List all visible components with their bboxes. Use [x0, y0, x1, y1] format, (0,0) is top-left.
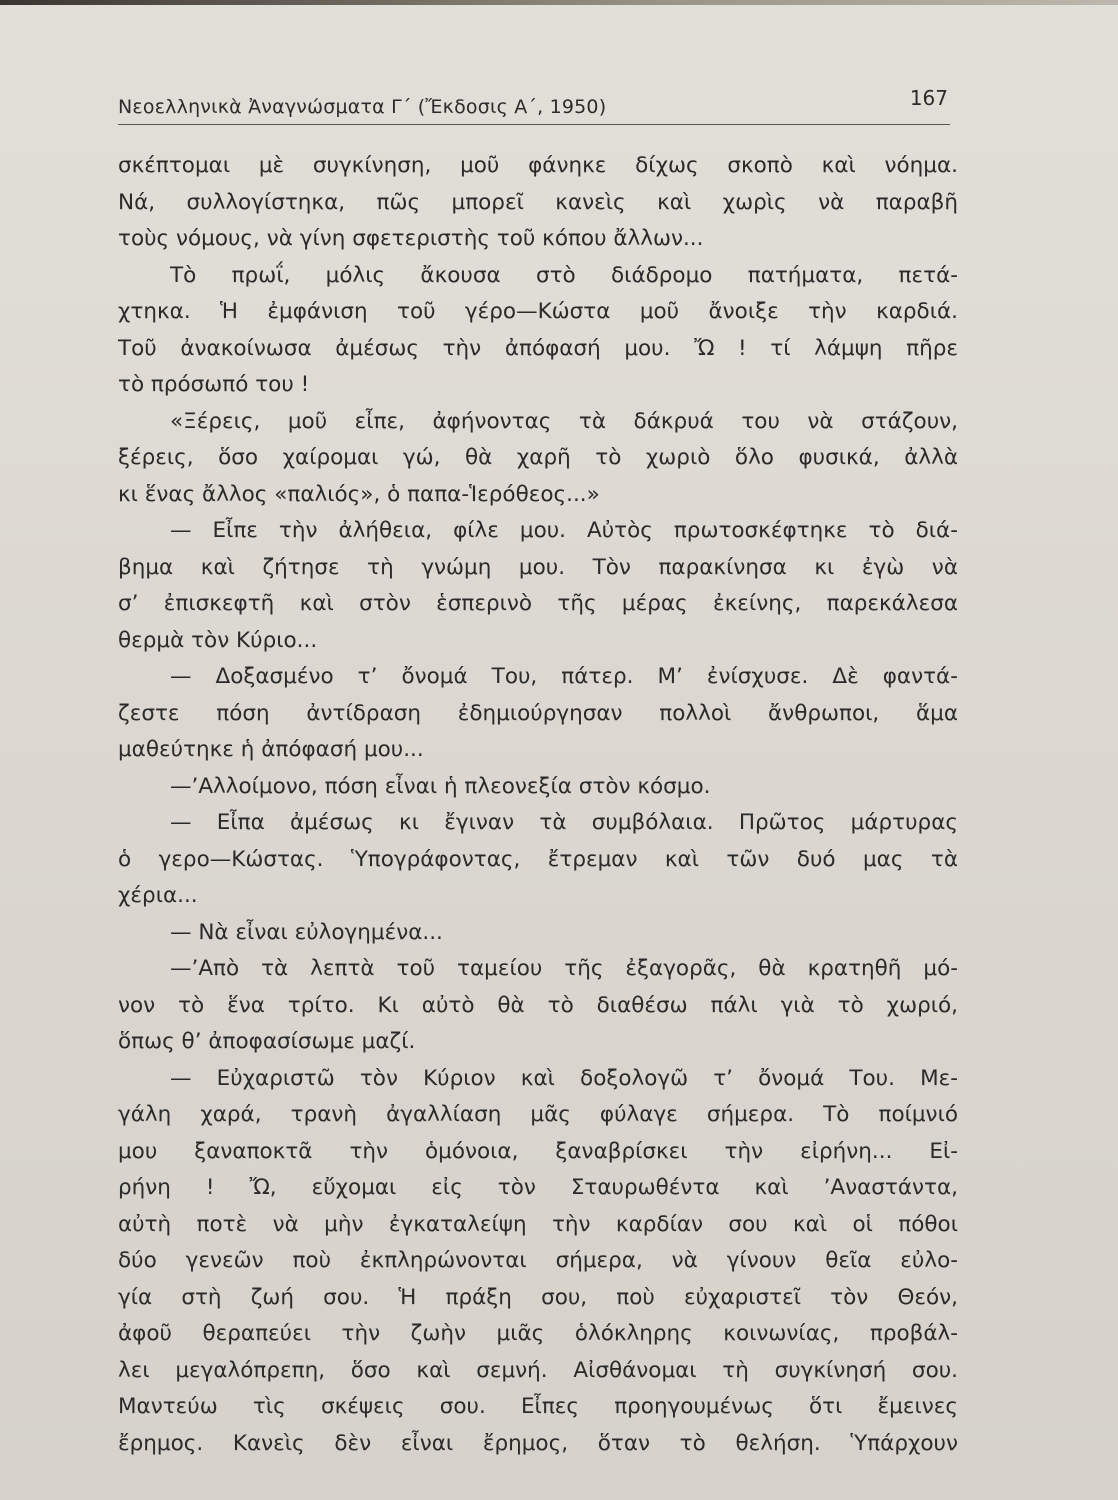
text-line-21: χέρια... [118, 883, 198, 908]
text-line-29: ρήνη ! Ὤ, εὔχομαι εἰς τὸν Σταυρωθέντα καὶ ’Αναστάντα, [118, 1175, 958, 1200]
running-header [118, 86, 948, 126]
text-line-33: ἀφοῦ θεραπεύει τὴν ζωὴν μιᾶς ὁλόκληρης κοινωνίας, προβάλ- [118, 1321, 958, 1346]
text-line-5: χτηκα. Ἡ ἐμφάνιση τοῦ γέρο—Κώστα μοῦ ἄνοιξε τὴν καρδιά. [118, 299, 958, 324]
text-line-2: Νά, συλλογίστηκα, πῶς μπορεῖ κανεὶς καὶ χωρὶς νὰ παραβῆ [118, 189, 958, 215]
text-line-8: «Ξέρεις, μοῦ εἶπε, ἀφήνοντας τὰ δάκρυά του νὰ στάζουν, [170, 408, 958, 434]
text-line-10: κι ἕνας ἄλλος «παλιός», ὁ παπα-Ἱερόθεος...» [118, 481, 600, 507]
text-line-7: τὸ πρόσωπό του ! [118, 372, 310, 397]
text-line-14: θερμὰ τὸν Κύριο... [118, 627, 318, 653]
text-line-22: — Νὰ εἶναι εὐλογημένα... [170, 919, 443, 945]
header-title: Νεοελληνικὰ Ἀναγνώσματα Γ΄ (Ἔκδοσις Α΄, 1950) [118, 96, 607, 118]
text-line-28: μου ξαναποκτᾶ τὴν ὁμόνοια, ξαναβρίσκει τὴν εἰρήνη... Εἰ- [118, 1138, 958, 1164]
text-line-18: —’Αλλοίμονο, πόση εἶναι ἡ πλεονεξία στὸν κόσμο. [170, 773, 711, 799]
text-line-13: σ’ ἐπισκεφτῆ καὶ στὸν ἑσπερινὸ τῆς μέρας ἐκείνης, παρεκάλεσα [118, 591, 958, 616]
text-line-32: γία στὴ ζωή σου. Ἡ πράξη σου, ποὺ εὐχαριστεῖ τὸν Θεόν, [118, 1284, 958, 1310]
text-line-27: γάλη χαρά, τρανὴ ἀγαλλίαση μᾶς φύλαγε σήμερα. Τὸ ποίμνιό [118, 1102, 958, 1127]
page-top-edge [0, 0, 1118, 5]
text-line-15: — Δοξασμένο τ’ ὄνομά Του, πάτερ. Μ’ ἐνίσχυσε. Δὲ φαντά- [170, 664, 958, 689]
text-line-17: μαθεύτηκε ἡ ἀπόφασή μου... [118, 737, 424, 762]
text-line-24: νον τὸ ἕνα τρίτο. Κι αὐτὸ θὰ τὸ διαθέσω πάλι γιὰ τὸ χωριό, [118, 992, 958, 1018]
text-line-9: ξέρεις, ὅσο χαίρομαι γώ, θὰ χαρῆ τὸ χωριὸ ὅλο φυσικά, ἀλλὰ [118, 445, 958, 470]
body-text [118, 148, 958, 1462]
text-line-36: ἔρημος. Κανεὶς δὲν εἶναι ἔρημος, ὅταν τὸ θελήση. Ὑπάρχουν [118, 1430, 958, 1456]
text-line-31: δύο γενεῶν ποὺ ἐκπληρώνονται σήμερα, νὰ γίνουν θεῖα εὐλο- [118, 1248, 958, 1273]
text-line-25: ὅπως θ’ ἀποφασίσωμε μαζί. [118, 1029, 416, 1054]
text-line-19: — Εἶπα ἀμέσως κι ἔγιναν τὰ συμβόλαια. Πρῶτος μάρτυρας [170, 810, 958, 835]
text-line-35: Μαντεύω τὶς σκέψεις σου. Εἶπες προηγουμένως ὅτι ἔμεινες [118, 1394, 958, 1419]
text-line-23: —’Απὸ τὰ λεπτὰ τοῦ ταμείου τῆς ἐξαγορᾶς, θὰ κρατηθῆ μό- [170, 956, 958, 981]
text-line-3: τοὺς νόμους, νὰ γίνη σφετεριστὴς τοῦ κόπου ἄλλων... [118, 226, 704, 251]
text-line-26: — Εὐχαριστῶ τὸν Κύριον καὶ δοξολογῶ τ’ ὄνομά Του. Με- [170, 1065, 958, 1091]
text-line-12: βημα καὶ ζήτησε τὴ γνώμη μου. Τὸν παρακίνησα κι ἐγὼ νὰ [118, 554, 958, 580]
text-line-6: Τοῦ ἀνακοίνωσα ἀμέσως τὴν ἀπόφασή μου. Ὤ ! τί λάμψη πῆρε [118, 335, 958, 361]
text-line-1: σκέπτομαι μὲ συγκίνηση, μοῦ φάνηκε δίχως σκοπὸ καὶ νόημα. [118, 153, 958, 178]
text-line-4: Τὸ πρωΐ, μόλις ἄκουσα στὸ διάδρομο πατήματα, πετά- [170, 262, 958, 288]
page-number: 167 [909, 86, 948, 110]
text-line-11: — Εἶπε τὴν ἀλήθεια, φίλε μου. Αὐτὸς πρωτοσκέφτηκε τὸ διά- [170, 518, 958, 543]
text-line-16: ζεστε πόση ἀντίδραση ἐδημιούργησαν πολλοὶ ἄνθρωποι, ἅμα [118, 700, 958, 726]
header-rule [118, 124, 950, 125]
text-line-30: αὐτὴ ποτὲ νὰ μὴν ἐγκαταλείψη τὴν καρδίαν σου καὶ οἱ πόθοι [118, 1211, 958, 1237]
text-line-20: ὁ γερο—Κώστας. Ὑπογράφοντας, ἔτρεμαν καὶ τῶν δυό μας τὰ [118, 846, 958, 872]
text-line-34: λει μεγαλόπρεπη, ὅσο καὶ σεμνή. Αἰσθάνομαι τὴ συγκίνησή σου. [118, 1357, 958, 1383]
